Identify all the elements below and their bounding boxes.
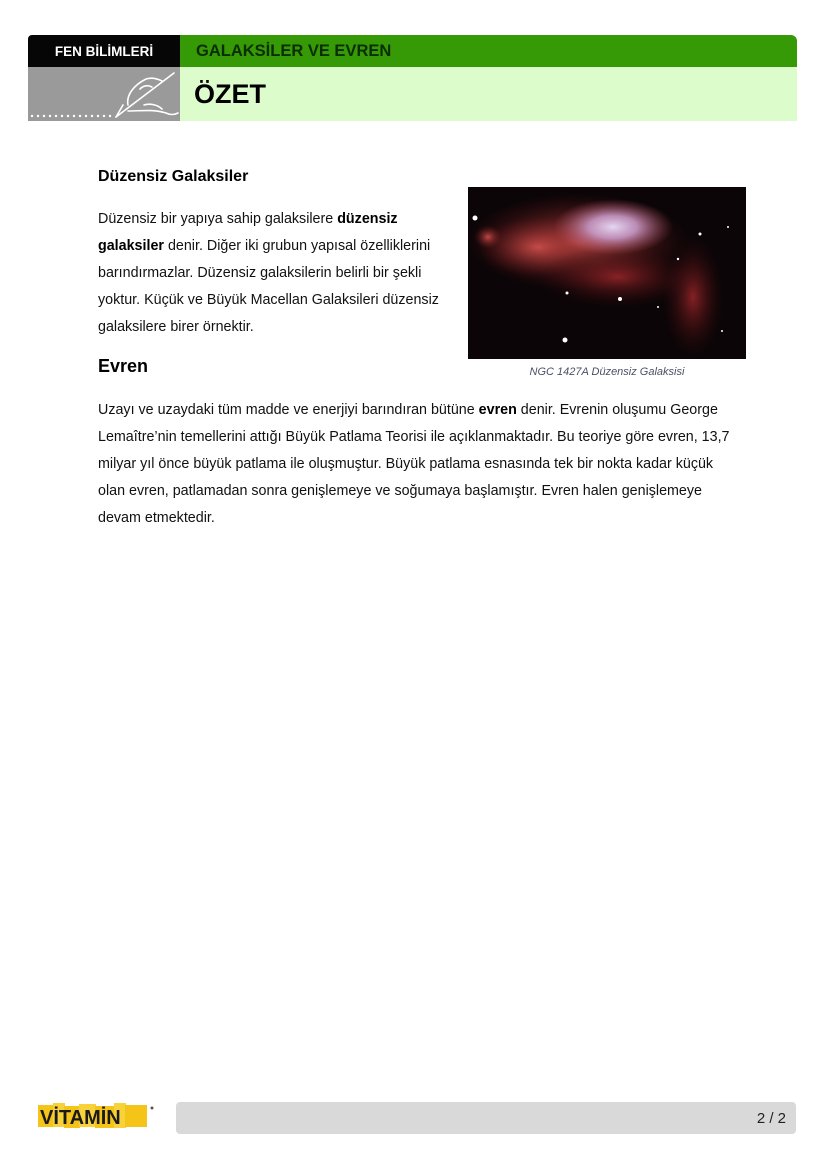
page-indicator: 2 / 2 [756,1109,786,1127]
topic-title: GALAKSİLER VE EVREN [180,35,797,67]
svg-text:VİTAMİN: VİTAMİN [40,1107,121,1129]
section-heading-irregular-galaxies: Düzensiz Galaksiler [98,168,249,185]
text-run: denir. Diğer iki grubun yapısal özelliklerini barındırmazlar. Düzensiz galaksilerin belirli bir şekli yoktur. Küçük ve Büyük Macellan Galaksileri düzensiz galaksilere birer örnektir. [98,238,439,335]
bold-term: evren [478,402,517,418]
bold-term: düzensiz galaksiler [98,211,398,254]
footer-bar [176,1102,796,1134]
paragraph-universe [98,397,738,532]
text-run: Uzayı ve uzaydaki tüm madde ve enerjiyi barındıran bütüne [98,402,479,418]
page-header [28,35,797,121]
text-run: denir. Evrenin oluşumu George Lemaître’nin temellerini attığı Büyük Patlama Teorisi ile açıklanmaktadır. Bu teoriye göre evren, 13,7 milyar yıl önce büyük patlama ile oluşmuştur. Büyük patlama esnasında tek bir nokta kadar küçük olan evren, patlamadan sonra genişlemeye ve soğumaya başlamıştır. Evren halen genişlemeye devam etmektedir. [98,402,730,526]
text-run: Düzensiz bir yapıya sahip galaksilere [98,211,338,227]
section-title: ÖZET [180,67,797,121]
irregular-galaxy-photo [468,187,746,359]
vitamin-logo [38,1101,156,1131]
paragraph-irregular-galaxies [98,206,463,341]
hand-writing-pen-icon [28,67,180,121]
section-heading-universe: Evren [98,356,149,376]
subject-label: FEN BİLİMLERİ [28,35,180,67]
figure-caption: NGC 1427A Düzensiz Galaksisi [529,366,685,378]
